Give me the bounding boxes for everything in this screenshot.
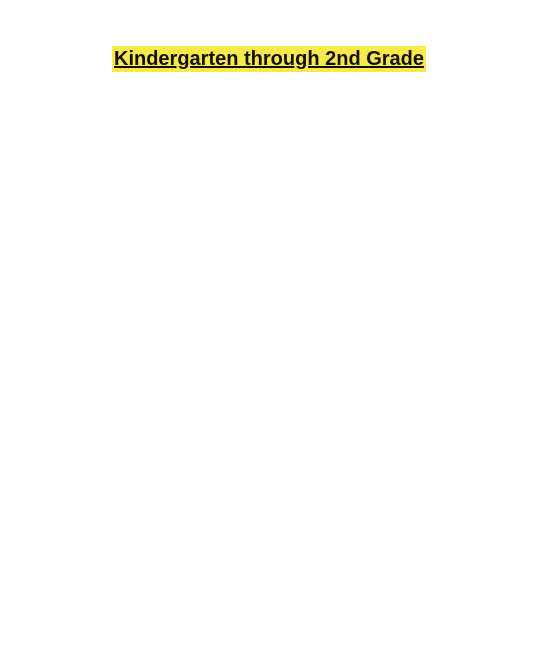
section-title: Kindergarten through 2nd Grade	[114, 48, 425, 70]
